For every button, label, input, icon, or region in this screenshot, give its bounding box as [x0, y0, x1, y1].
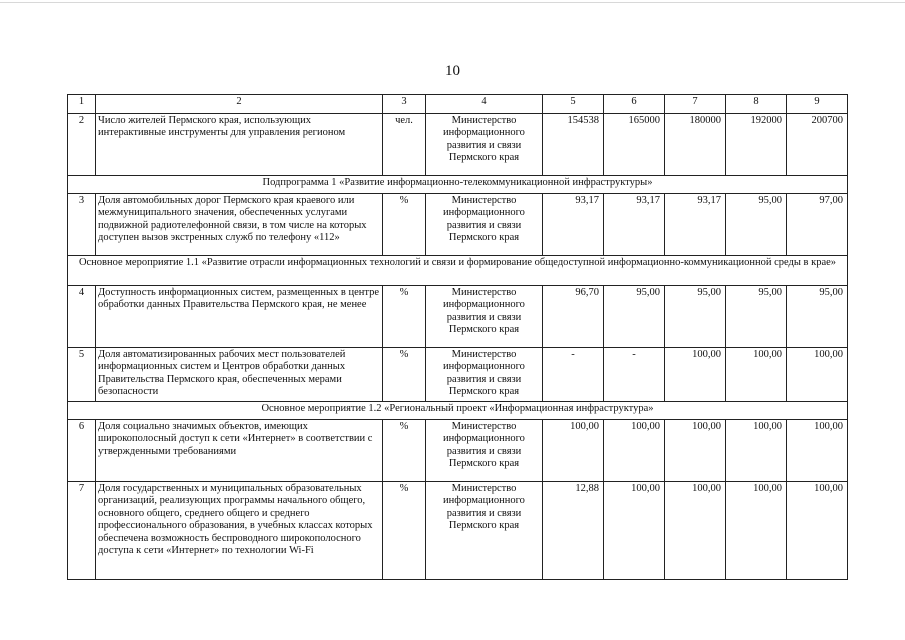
table-row — [68, 482, 848, 580]
responsible-body: Министерство информационного развития и связи Пермского края — [426, 114, 543, 176]
row-number: 5 — [68, 348, 96, 402]
header-cell-7: 7 — [665, 95, 726, 114]
value-cell: 100,00 — [604, 482, 665, 580]
value-cell: 100,00 — [665, 482, 726, 580]
responsible-body: Министерство информационного развития и связи Пермского края — [426, 420, 543, 482]
value-cell: 12,88 — [543, 482, 604, 580]
indicators-table — [67, 94, 848, 580]
value-cell: - — [543, 348, 604, 402]
value-cell: 96,70 — [543, 286, 604, 348]
responsible-body: Министерство информационного развития и связи Пермского края — [426, 286, 543, 348]
value-cell: 100,00 — [787, 348, 848, 402]
row-number: 2 — [68, 114, 96, 176]
value-cell: 95,00 — [726, 286, 787, 348]
section-row — [68, 402, 848, 420]
table-row — [68, 194, 848, 256]
value-cell: 154538 — [543, 114, 604, 176]
value-cell: 180000 — [665, 114, 726, 176]
unit: % — [383, 420, 426, 482]
scan-edge-line — [0, 2, 905, 3]
indicator-name: Доля автомобильных дорог Пермского края краевого или межмуниципального значения, обеспеченных услугами подвижной радиотелефонной связи, в том числе на которых доступен вызов экстренных служб по телефону «112» — [96, 194, 383, 256]
value-cell: 100,00 — [726, 482, 787, 580]
value-cell: 95,00 — [604, 286, 665, 348]
indicator-name: Число жителей Пермского края, использующих интерактивные инструменты для управления регионом — [96, 114, 383, 176]
row-number: 4 — [68, 286, 96, 348]
value-cell: 97,00 — [787, 194, 848, 256]
section-title: Основное мероприятие 1.2 «Региональный проект «Информационная инфраструктура» — [68, 402, 848, 420]
header-cell-5: 5 — [543, 95, 604, 114]
section-title: Основное мероприятие 1.1 «Развитие отрасли информационных технологий и связи и формирование общедоступной информационно-коммуникационной среды в крае» — [68, 256, 848, 286]
value-cell: - — [604, 348, 665, 402]
section-title: Подпрограмма 1 «Развитие информационно-телекоммуникационной инфраструктуры» — [68, 176, 848, 194]
row-number: 6 — [68, 420, 96, 482]
responsible-body: Министерство информационного развития и связи Пермского края — [426, 194, 543, 256]
indicator-name: Доля социально значимых объектов, имеющих широкополосный доступ к сети «Интернет» в соответствии с утвержденными требованиями — [96, 420, 383, 482]
value-cell: 100,00 — [726, 348, 787, 402]
unit: % — [383, 482, 426, 580]
table-row — [68, 286, 848, 348]
value-cell: 100,00 — [726, 420, 787, 482]
unit: % — [383, 194, 426, 256]
table-row — [68, 420, 848, 482]
row-number: 3 — [68, 194, 96, 256]
table-row — [68, 348, 848, 402]
value-cell: 100,00 — [787, 420, 848, 482]
unit: чел. — [383, 114, 426, 176]
header-cell-3: 3 — [383, 95, 426, 114]
unit: % — [383, 286, 426, 348]
value-cell: 100,00 — [543, 420, 604, 482]
value-cell: 95,00 — [726, 194, 787, 256]
responsible-body: Министерство информационного развития и связи Пермского края — [426, 482, 543, 580]
page-number: 10 — [445, 63, 460, 79]
value-cell: 93,17 — [665, 194, 726, 256]
value-cell: 200700 — [787, 114, 848, 176]
value-cell: 93,17 — [604, 194, 665, 256]
value-cell: 93,17 — [543, 194, 604, 256]
value-cell: 95,00 — [787, 286, 848, 348]
header-cell-9: 9 — [787, 95, 848, 114]
value-cell: 100,00 — [604, 420, 665, 482]
indicator-name: Доступность информационных систем, размещенных в центре обработки данных Правительства Пермского края, не менее — [96, 286, 383, 348]
value-cell: 100,00 — [665, 348, 726, 402]
value-cell: 95,00 — [665, 286, 726, 348]
indicator-name: Доля автоматизированных рабочих мест пользователей информационных систем и Центров обработки данных Правительства Пермского края, обеспеченных мерами безопасности — [96, 348, 383, 402]
indicator-name: Доля государственных и муниципальных образовательных организаций, реализующих программы начального общего, основного общего, среднего общего и среднего профессионального образования, в учебных классах которых обеспечена возможность беспроводного широкополосного доступа к сети «Интернет» по технологии Wi-Fi — [96, 482, 383, 580]
section-row — [68, 256, 848, 286]
header-cell-8: 8 — [726, 95, 787, 114]
value-cell: 192000 — [726, 114, 787, 176]
header-cell-4: 4 — [426, 95, 543, 114]
responsible-body: Министерство информационного развития и связи Пермского края — [426, 348, 543, 402]
unit: % — [383, 348, 426, 402]
table-body — [68, 95, 848, 580]
section-row — [68, 176, 848, 194]
value-cell: 100,00 — [665, 420, 726, 482]
row-number: 7 — [68, 482, 96, 580]
header-row — [68, 95, 848, 114]
table-row — [68, 114, 848, 176]
header-cell-1: 1 — [68, 95, 96, 114]
value-cell: 165000 — [604, 114, 665, 176]
header-cell-6: 6 — [604, 95, 665, 114]
value-cell: 100,00 — [787, 482, 848, 580]
header-cell-2: 2 — [96, 95, 383, 114]
